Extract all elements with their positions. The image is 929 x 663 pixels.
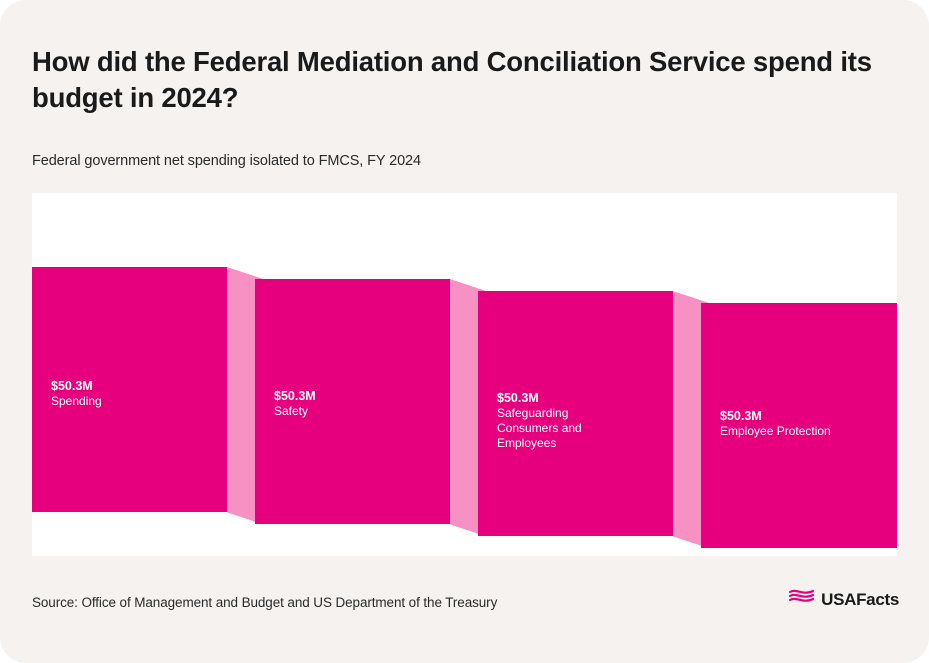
- sankey-node-spending-value: $50.3M: [51, 379, 93, 393]
- sankey-node-safety-name: Safety: [274, 404, 309, 418]
- usafacts-logo[interactable]: [789, 588, 899, 611]
- sankey-chart: [32, 193, 897, 556]
- usafacts-flag-icon: [789, 588, 815, 611]
- sankey-node-employee-protection[interactable]: [701, 303, 897, 548]
- sankey-node-employee-protection-value: $50.3M: [720, 409, 762, 423]
- sankey-node-employee-protection-name: Employee Protection: [720, 424, 831, 438]
- sankey-node-spending-name: Spending: [51, 394, 102, 408]
- page-title: How did the Federal Mediation and Conciliation Service spend its budget in 2024?: [32, 46, 872, 113]
- sankey-node-safeguarding-consumers-and-employees[interactable]: [478, 291, 673, 536]
- chart-subtitle: Federal government net spending isolated to FMCS, FY 2024: [32, 153, 421, 169]
- sankey-node-spending[interactable]: [32, 267, 227, 512]
- sankey-node-safeguarding-consumers-and-employees-value: $50.3M: [497, 391, 539, 405]
- chart-source: Source: Office of Management and Budget and US Department of the Treasury: [32, 595, 498, 610]
- sankey-node-safeguarding-consumers-and-employees-name: Safeguarding Consumers and Employees: [497, 406, 582, 450]
- sankey-node-safety[interactable]: [255, 279, 450, 524]
- sankey-node-safety-value: $50.3M: [274, 389, 316, 403]
- usafacts-wordmark: USAFacts: [821, 589, 899, 609]
